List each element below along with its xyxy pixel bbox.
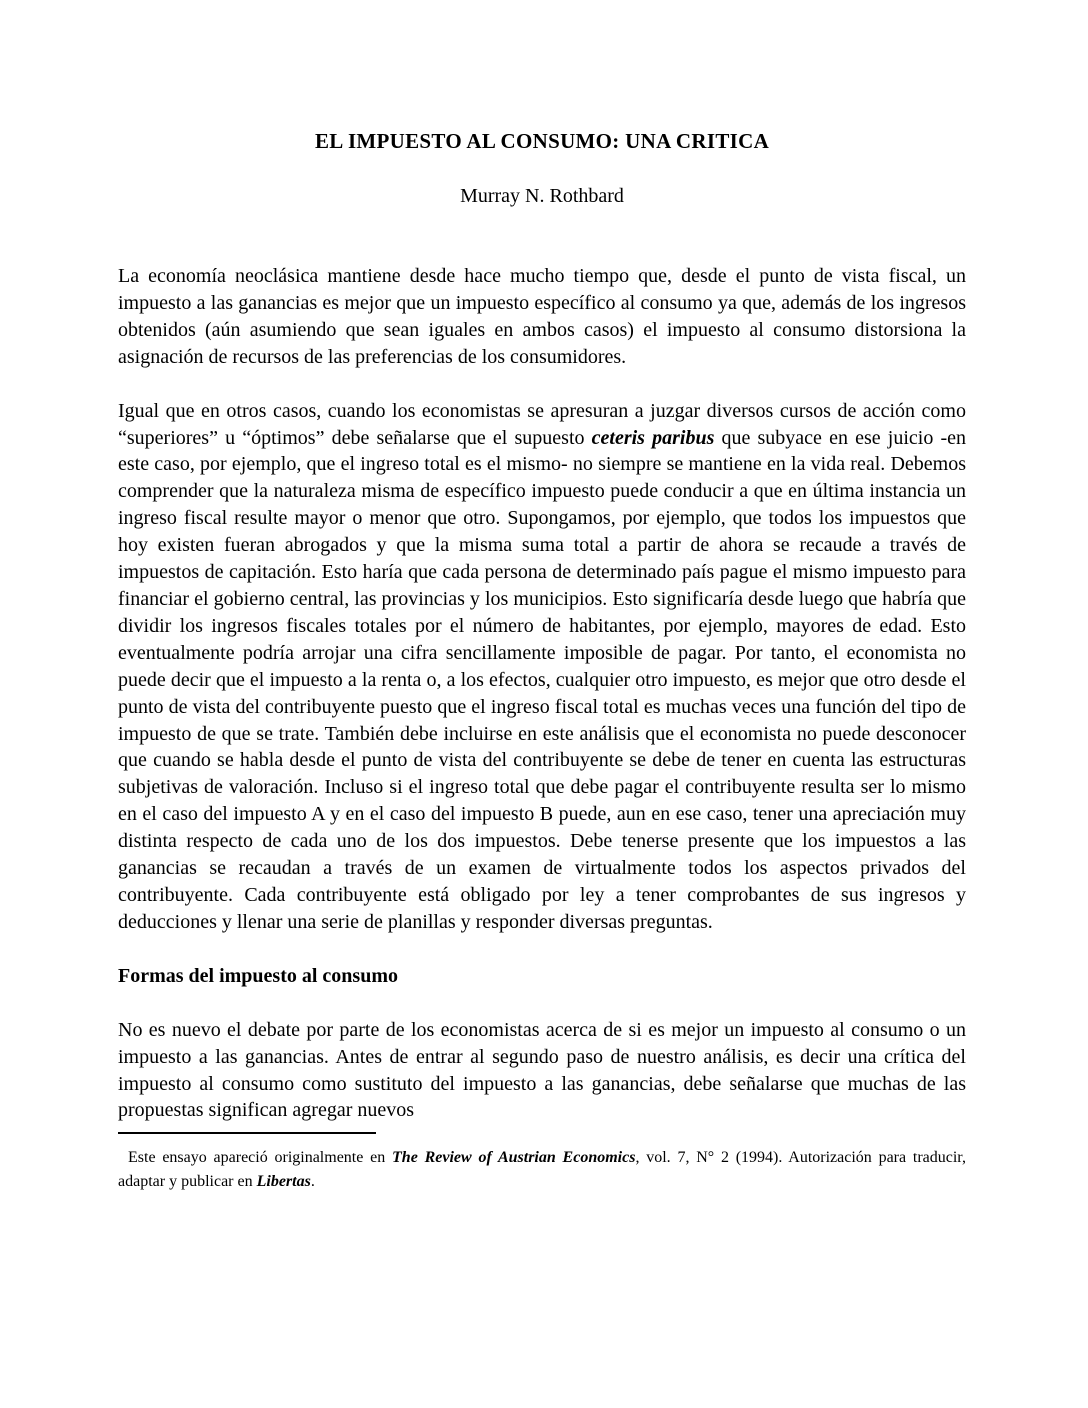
text-run: , vol. 7, N° 2 (1994). Autorización para traducir, adaptar y publicar en (118, 1149, 966, 1191)
section-heading (118, 963, 966, 990)
text-run: . (310, 1173, 315, 1191)
text-run: No es nuevo el debate por parte de los economistas acerca de si es mejor un impuesto al consumo o un impuesto a las ganancias. Antes de entrar al segundo paso de nuestro análisis, es decir una crítica del impuesto al consumo como sustituto del impuesto a las ganancias, debe señalarse que muchas de las propuestas significan agregar nuevos (118, 1018, 966, 1122)
text-run: Este ensayo apareció originalmente en (128, 1149, 393, 1167)
body-paragraph (118, 1017, 966, 1125)
text-run: Libertas (256, 1173, 311, 1191)
document-content (118, 0, 966, 1194)
text-run: La economía neoclásica mantiene desde hace mucho tiempo que, desde el punto de vista fiscal, un impuesto a las ganancias es mejor que un impuesto específico al consumo ya que, además de los ingresos obtenidos (aún asumiendo que sean iguales en ambos casos) el impuesto al consumo distorsiona la asignación de recursos de las preferencias de los consumidores. (118, 265, 966, 368)
text-run: ceteris paribus (591, 426, 715, 449)
body-paragraph (118, 263, 966, 371)
text-run: que subyace en ese juicio -en este caso, por ejemplo, que el ingreso total es el mismo- no siempre se mantiene en la vida real. Debemos comprender que la naturaleza misma de específico impuesto puede conducir a que en última instancia un ingreso fiscal resulte mayor o menor que otro. Supongamos, por ejemplo, que todos los impuestos que hoy existen fueran abrogados y que la misma suma total a partir de ahora se recaude a través de impuestos de capitación. Esto haría que cada persona de determinado país pague el mismo impuesto para financiar el gobierno central, las provincias y los municipios. Esto significaría desde luego que habría que dividir los ingresos fiscales totales por el número de habitantes, por ejemplo, mayores de edad. Esto eventualmente podría arrojar una cifra sencillamente imposible de pagar. Por tanto, el economista no puede decir que el impuesto a la renta o, a los efectos, cualquier otro impuesto, es mejor que otro desde el punto de vista del contribuyente puesto que el ingreso fiscal total es muchas veces una función del tipo de impuesto de que se trate. También debe incluirse en este análisis que el economista no puede desconocer que cuando se habla desde el punto de vista del contribuyente se debe de tener en cuenta las estructuras subjetivas de valoración. Incluso si el ingreso total que debe pagar el contribuyente resulta ser lo mismo en el caso del impuesto A y en el caso del impuesto B puede, aun en ese caso, tener una apreciación muy distinta respecto de cada uno de los dos impuestos. Debe tenerse presente que los impuestos a las ganancias se recaudan a través de un examen de virtualmente todos los aspectos privados del contribuyente. Cada contribuyente está obligado por ley a tener comprobantes de sus ingresos y deducciones y llenar una serie de planillas y responder diversas preguntas. (118, 426, 966, 933)
footnote-section (118, 1132, 966, 1194)
text-run: Formas del impuesto al consumo (118, 964, 398, 987)
text-run: Igual que en otros casos, cuando los economistas se apresuran a juzgar diversos cursos de acción como “superiores” u “óptimos” debe señalarse que el supuesto (118, 399, 966, 449)
text-run: The Review of Austrian Economics (392, 1149, 636, 1167)
document-body (118, 263, 966, 1124)
footnote-text (118, 1146, 966, 1194)
footnote-separator-rule (118, 1132, 376, 1134)
body-paragraph (118, 398, 966, 936)
document-title: EL IMPUESTO AL CONSUMO: UNA CRITICA (314, 129, 770, 153)
document-author: Murray N. Rothbard (460, 185, 624, 207)
